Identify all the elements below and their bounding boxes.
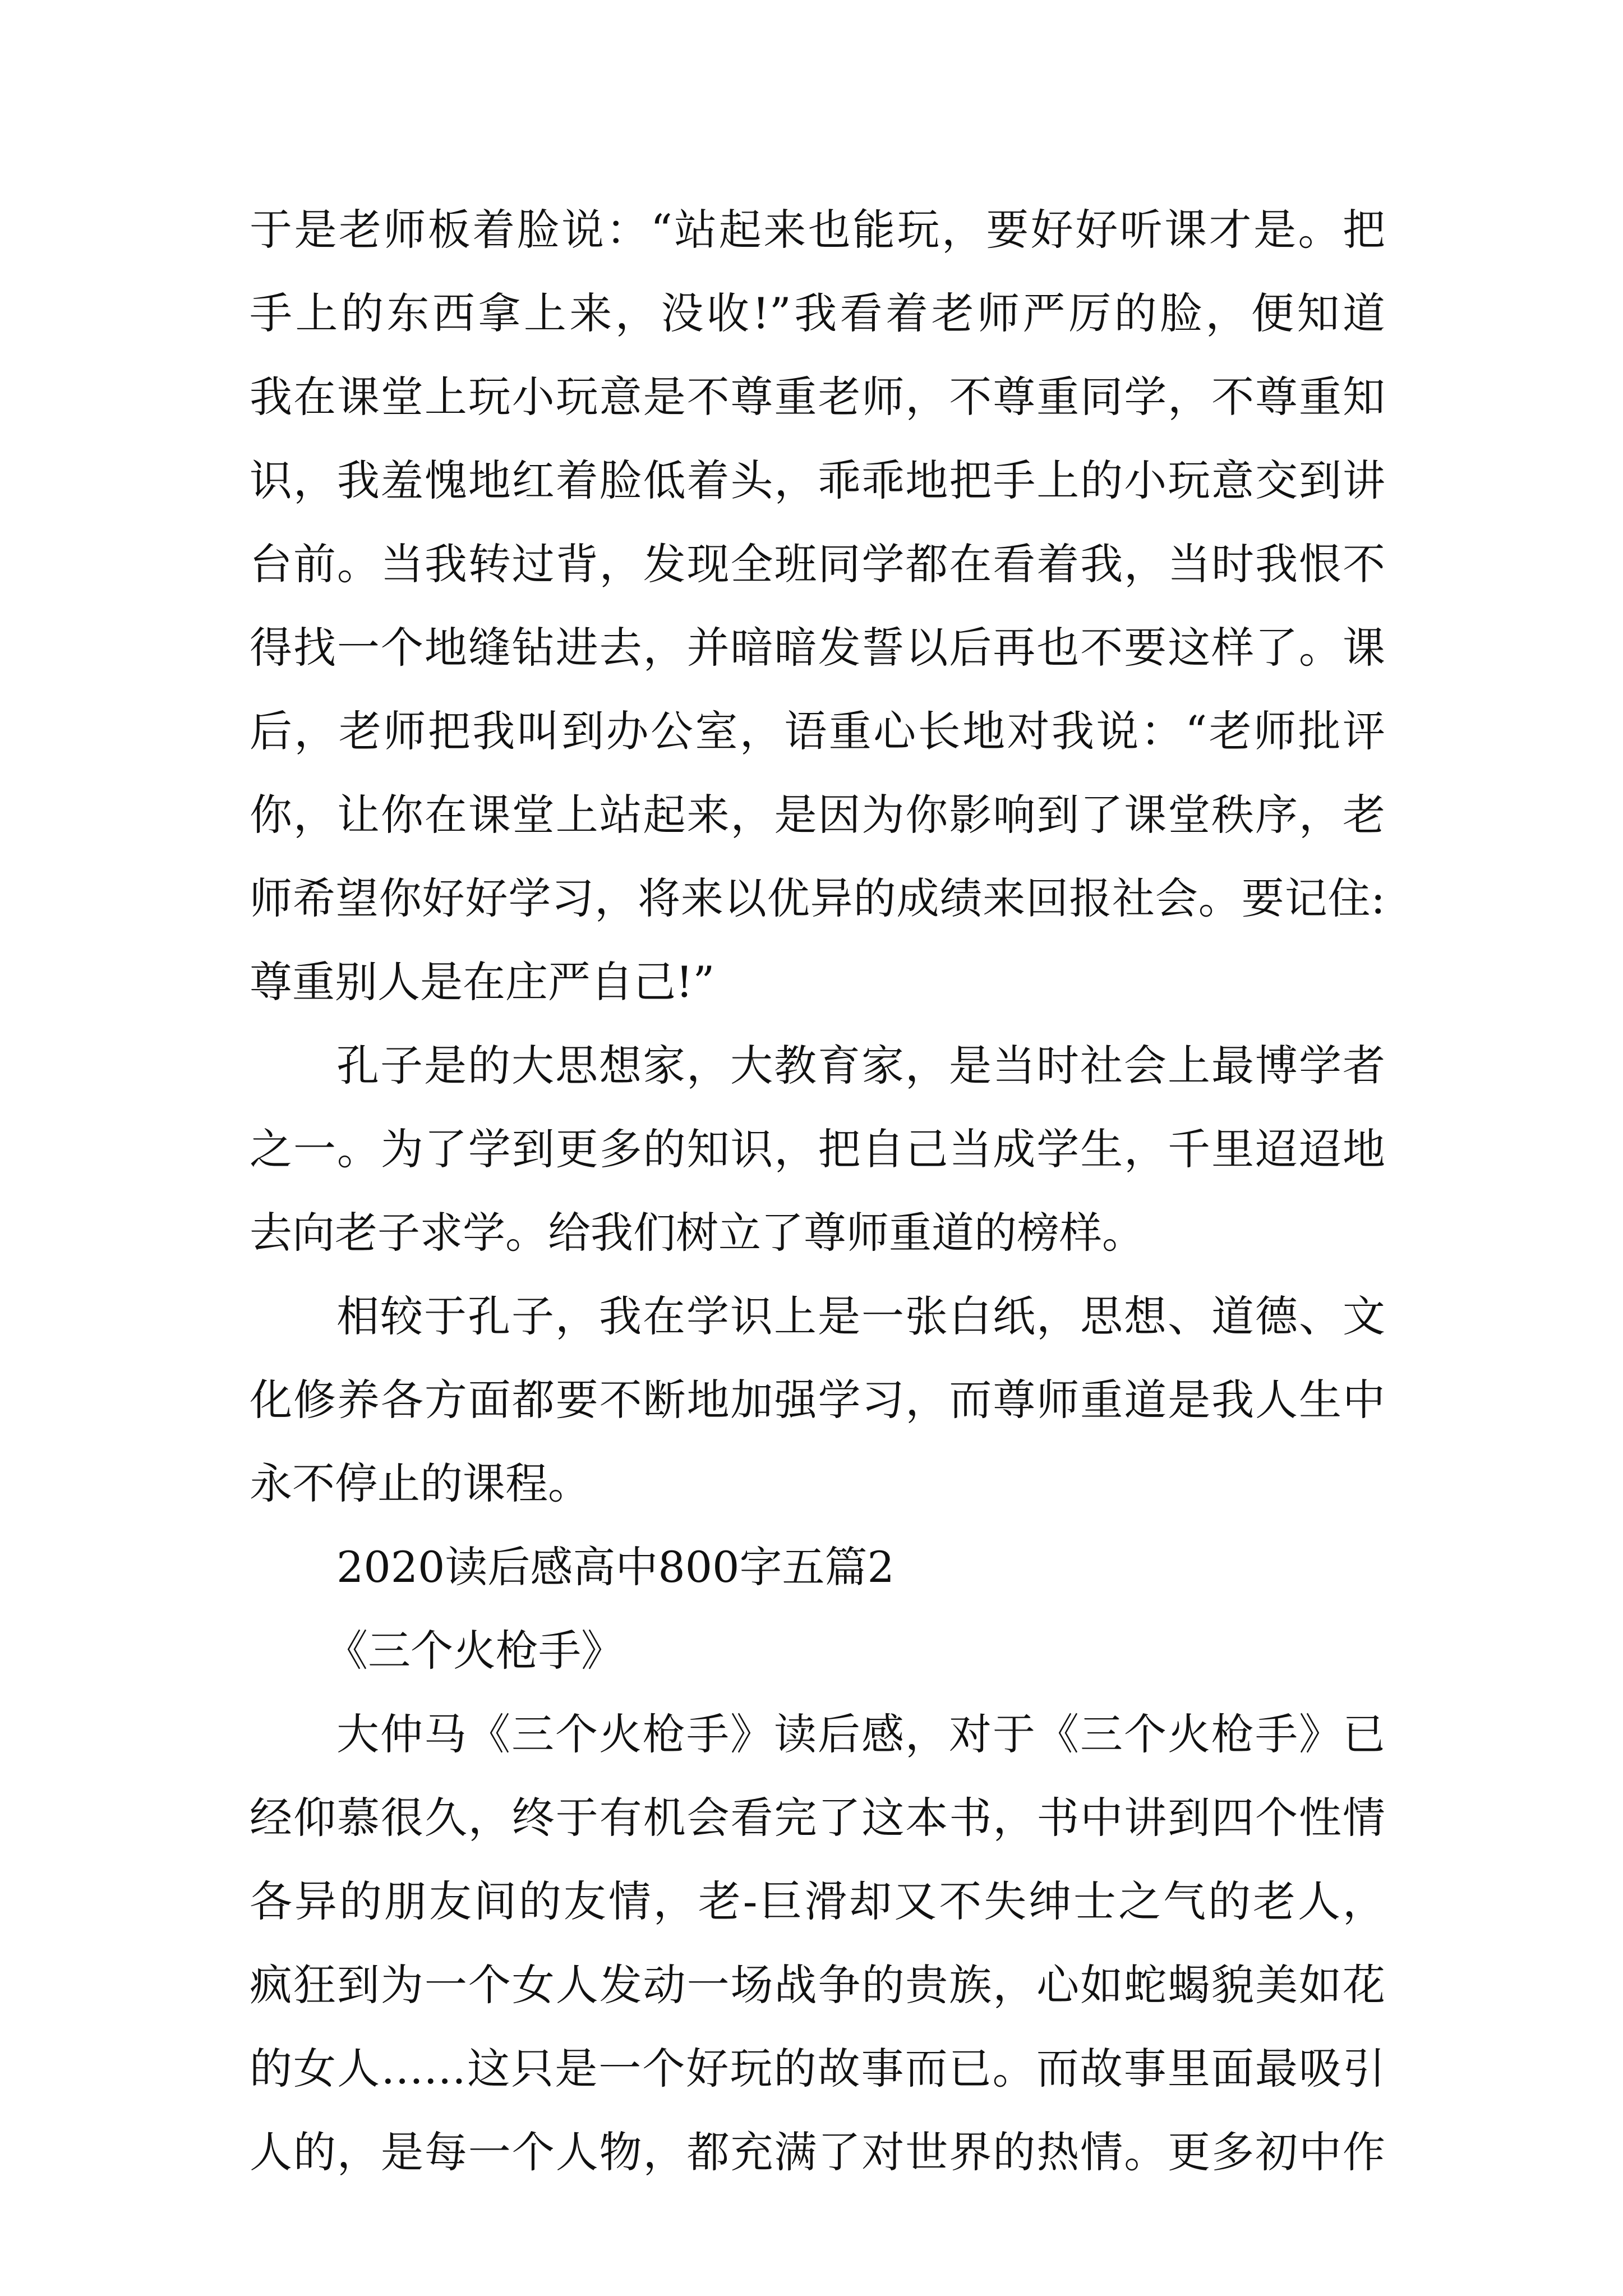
text-line: 得找一个地缝钻进去，并暗暗发誓以后再也不要这样了。课 (250, 623, 1385, 673)
text-line: 疯狂到为一个女人发动一场战争的贵族，心如蛇蝎貌美如花 (250, 1960, 1385, 2010)
text-line: 之一。为了学到更多的知识，把自己当成学生，千里迢迢地 (250, 1124, 1385, 1174)
text-line: 的女人……这只是一个好玩的故事而已。而故事里面最吸引 (250, 2044, 1385, 2093)
text-line: 化修养各方面都要不断地加强学习，而尊师重道是我人生中 (250, 1375, 1385, 1425)
paragraph-first-line: 孔子是的大思想家，大教育家，是当时社会上最博学者 (336, 1041, 1385, 1091)
book-title: 《三个火枪手》 (325, 1626, 624, 1676)
text-line: 于是老师板着脸说：“站起来也能玩，要好好听课才是。把 (250, 205, 1385, 255)
text-line: 各异的朋友间的友情，老-巨滑却又不失绅士之气的老人， (250, 1876, 1385, 1926)
text-line: 师希望你好好学习，将来以优异的成绩来回报社会。要记住: (250, 873, 1385, 923)
text-line: 手上的东西拿上来，没收!”我看着老师严厉的脸，便知道 (250, 288, 1385, 338)
text-line: 识，我羞愧地红着脸低着头，乖乖地把手上的小玩意交到讲 (250, 455, 1385, 505)
text-line: 经仰慕很久，终于有机会看完了这本书，书中讲到四个性情 (250, 1793, 1385, 1843)
text-line: 去向老子求学。给我们树立了尊师重道的榜样。 (250, 1208, 1145, 1258)
text-line-overflow: 人的，是每一个人物，都充满了对世界的热情。更多初中作 (250, 2127, 1385, 2177)
text-line: 尊重别人是在庄严自己!” (250, 957, 715, 1007)
paragraph-first-line: 大仲马《三个火枪手》读后感，对于《三个火枪手》已 (336, 1709, 1385, 1759)
text-line: 永不停止的课程。 (250, 1458, 591, 1508)
text-line: 后，老师把我叫到办公室，语重心长地对我说：“老师批评 (250, 706, 1385, 756)
section-heading: 2020读后感高中800字五篇2 (336, 1542, 895, 1592)
paragraph-first-line: 相较于孔子，我在学识上是一张白纸，思想、道德、文 (336, 1291, 1385, 1341)
text-line: 台前。当我转过背，发现全班同学都在看着我，当时我恨不 (250, 539, 1385, 589)
text-line: 你，让你在课堂上站起来，是因为你影响到了课堂秩序，老 (250, 790, 1385, 840)
text-line: 我在课堂上玩小玩意是不尊重老师，不尊重同学，不尊重知 (250, 372, 1385, 422)
